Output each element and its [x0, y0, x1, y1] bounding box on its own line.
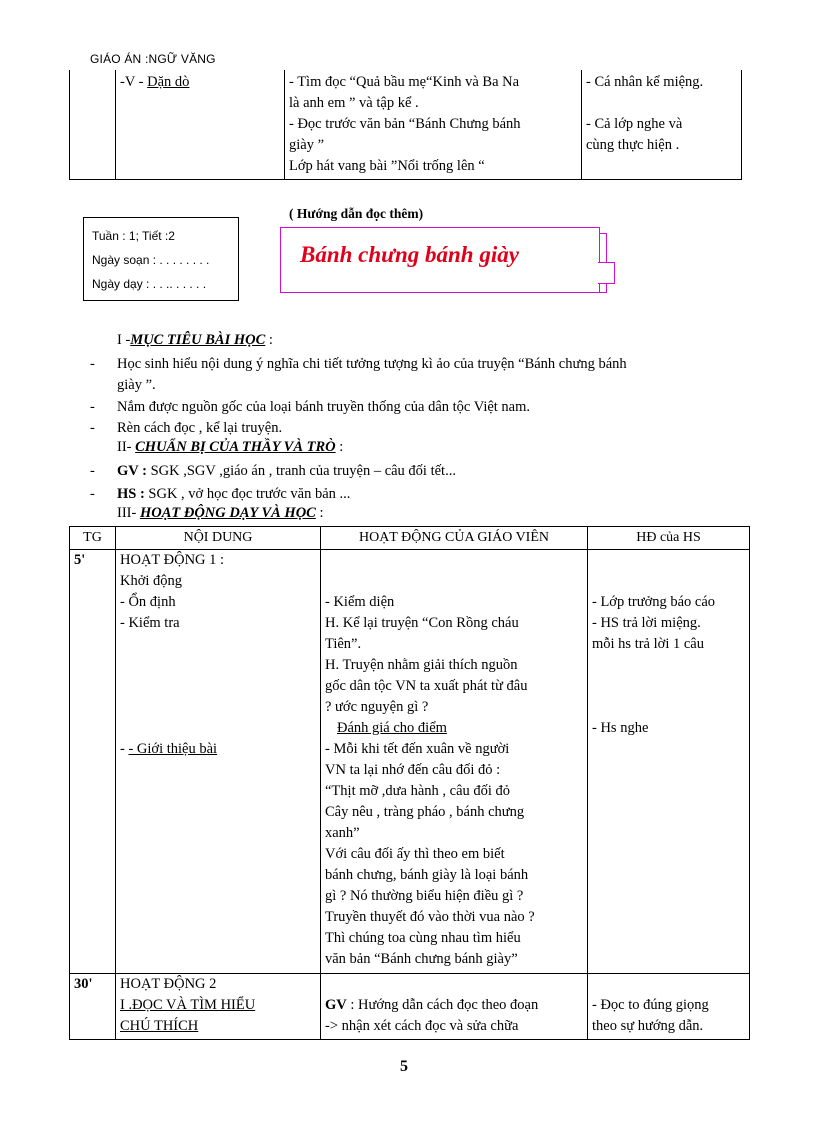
lesson-info-box — [83, 217, 239, 301]
teacher-cell — [321, 550, 588, 974]
page-number: 5 — [400, 1058, 408, 1075]
activity-title: HOẠT ĐỘNG 1 : — [120, 552, 225, 568]
week-period: Tuần : 1; Tiết :2 — [92, 229, 175, 243]
student-line: - HS trả lời miệng. — [592, 615, 701, 631]
spacer — [120, 634, 316, 739]
gv-text: SGK ,SGV ,giáo án , tranh của truyện – câu đối tết... — [146, 463, 456, 479]
content-cell — [116, 550, 321, 974]
hs-text: SGK , vở học đọc trước văn bản ... — [144, 486, 351, 502]
top-student-line: - Cá nhân kể miệng. — [586, 74, 704, 90]
section-1-heading — [117, 332, 273, 349]
spacer — [592, 974, 745, 995]
objective-item — [90, 397, 531, 418]
top-table-cell-activity — [285, 70, 582, 180]
section-3-suffix: : — [315, 505, 324, 521]
teacher-line: Thì chúng toa cùng nhau tìm hiểu — [325, 930, 521, 946]
top-table — [69, 70, 742, 180]
teacher-line: -> nhận xét cách đọc và sửa chữa — [325, 1018, 519, 1034]
top-activity-line: giày ” — [289, 137, 325, 153]
intro-label: - Giới thiệu bài — [128, 741, 218, 757]
bullet-dash: - — [90, 486, 95, 502]
top-activity-line: - Đọc trước văn bản “Bánh Chưng bánh — [289, 116, 521, 132]
prep-date: Ngày soạn : . . . . . . . . — [92, 253, 210, 267]
prep-gv — [90, 461, 456, 482]
top-table-title: Dặn dò — [147, 74, 190, 90]
teacher-line: VN ta lại nhớ đến câu đối đỏ : — [325, 762, 501, 778]
teacher-line: H. Truyện nhằm giải thích nguồn — [325, 657, 518, 673]
activity-sub: I .ĐỌC VÀ TÌM HIỂU — [120, 997, 256, 1013]
teacher-eval: Đánh giá cho điểm — [337, 720, 447, 736]
teacher-line: “Thịt mỡ ,dưa hành , câu đối đỏ — [325, 783, 511, 799]
bullet-dash: - — [90, 463, 95, 479]
teacher-line: Cây nêu , tràng pháo , bánh chưng — [325, 804, 525, 820]
teacher-line: gốc dân tộc VN ta xuất phát từ đâu — [325, 678, 528, 694]
spacer — [592, 655, 745, 718]
teacher-line: xanh” — [325, 825, 360, 841]
table-row — [70, 550, 750, 974]
teacher-line: bánh chưng, bánh giày là loại bánh — [325, 867, 529, 883]
teacher-text: : Hướng dẫn cách đọc theo đoạn — [346, 997, 539, 1013]
spacer — [325, 550, 583, 592]
student-line: - Hs nghe — [592, 720, 649, 736]
teacher-line — [325, 995, 583, 1016]
spacer — [586, 93, 737, 114]
objective-text: Nắm được nguồn gốc của loại bánh truyền thống của dân tộc Việt nam. — [117, 399, 531, 415]
top-activity-line: là anh em ” và tập kể . — [289, 95, 419, 111]
teacher-line: văn bản “Bánh chưng bánh giày” — [325, 951, 518, 967]
bullet-dash: - — [90, 399, 95, 415]
hs-label: HS : — [117, 486, 145, 502]
header-label: GIÁO ÁN :NGỮ VĂNG — [90, 52, 216, 66]
teacher-line: - Mỗi khi tết đến xuân về người — [325, 741, 510, 757]
objective-text: Học sinh hiểu nội dung ý nghĩa chi tiết tưởng tượng kì ảo của truyện “Bánh chưng bánh — [117, 356, 627, 372]
student-cell — [588, 550, 750, 974]
teacher-line: Với câu đối ấy thì theo em biết — [325, 846, 505, 862]
col-header-student: HĐ của HS — [588, 527, 750, 550]
lesson-title: Bánh chưng bánh giày — [300, 242, 519, 267]
top-table-cell-title — [116, 70, 285, 180]
col-header-tg: TG — [70, 527, 116, 550]
time-cell: 5' — [70, 550, 116, 974]
section-2-prefix: II- — [117, 439, 136, 455]
top-table-cell-student — [582, 70, 742, 180]
teach-date: Ngày dạy : . . .. . . . . . — [92, 277, 207, 291]
teacher-line: ? ước nguyện gì ? — [325, 699, 429, 715]
student-line: - Lớp trưởng báo cáo — [592, 594, 716, 610]
section-2-suffix: : — [335, 439, 344, 455]
teacher-line: gì ? Nó thường biểu hiện điều gì ? — [325, 888, 524, 904]
time-cell: 30' — [70, 974, 116, 1040]
guide-note: ( Hướng dẫn đọc thêm) — [289, 206, 424, 221]
gv-label: GV — [325, 997, 347, 1013]
spacer — [325, 974, 583, 995]
activity-sub: CHÚ THÍCH — [120, 1018, 199, 1034]
col-header-teacher: HOẠT ĐỘNG CỦA GIÁO VIÊN — [321, 527, 588, 550]
teacher-line: Tiên”. — [325, 636, 362, 652]
teacher-line: - Kiểm diện — [325, 594, 395, 610]
objective-text: Rèn cách đọc , kể lại truyện. — [117, 420, 283, 436]
table-row — [70, 974, 750, 1040]
section-3-prefix: III- — [117, 505, 140, 521]
content-item-intro: - - Giới thiệu bài — [120, 741, 218, 757]
bullet-dash: - — [90, 356, 95, 372]
content-item: - Ổn định — [120, 594, 176, 610]
teacher-cell — [321, 974, 588, 1040]
teacher-line: H. Kể lại truyện “Con Rồng cháu — [325, 615, 519, 631]
content-item: - Kiểm tra — [120, 615, 180, 631]
section-1-suffix: : — [265, 332, 273, 348]
banner-fold — [598, 262, 615, 284]
top-table-prefix: -V - — [120, 74, 148, 90]
bullet-dash: - — [90, 420, 95, 436]
content-cell — [116, 974, 321, 1040]
activity-title: HOẠT ĐỘNG 2 — [120, 976, 217, 992]
top-student-line: - Cả lớp nghe và — [586, 116, 683, 132]
student-line: - Đọc to đúng giọng — [592, 997, 709, 1013]
section-2-heading — [117, 439, 343, 456]
top-activity-line: Lớp hát vang bài ”Nổi trống lên “ — [289, 158, 485, 174]
col-header-content: NỘI DUNG — [116, 527, 321, 550]
activity-sub: Khởi động — [120, 573, 183, 589]
section-1-prefix: I - — [117, 332, 131, 348]
objective-item — [90, 354, 757, 396]
student-line: theo sự hướng dẫn. — [592, 1018, 704, 1034]
top-activity-line: - Tìm đọc “Quả bầu mẹ“Kinh và Ba Na — [289, 74, 520, 90]
section-2-title: CHUẨN BỊ CỦA THẦY VÀ TRÒ — [135, 439, 336, 455]
objective-item — [90, 418, 283, 439]
student-cell — [588, 974, 750, 1040]
teacher-eval-line — [325, 718, 583, 739]
activities-table — [69, 526, 750, 1040]
top-table-cell-empty — [70, 70, 116, 180]
section-1-title: MỤC TIÊU BÀI HỌC — [130, 332, 266, 348]
objective-text: giày ”. — [117, 377, 156, 393]
student-line: mỗi hs trả lời 1 câu — [592, 636, 704, 652]
top-student-line: cùng thực hiện . — [586, 137, 680, 153]
gv-label: GV : — [117, 463, 147, 479]
teacher-line: Truyền thuyết đó vào thời vua nào ? — [325, 909, 535, 925]
section-3-title: HOẠT ĐỘNG DẠY VÀ HỌC — [139, 505, 316, 521]
section-3-heading — [117, 505, 324, 522]
prep-hs — [90, 484, 351, 505]
spacer — [592, 550, 745, 592]
